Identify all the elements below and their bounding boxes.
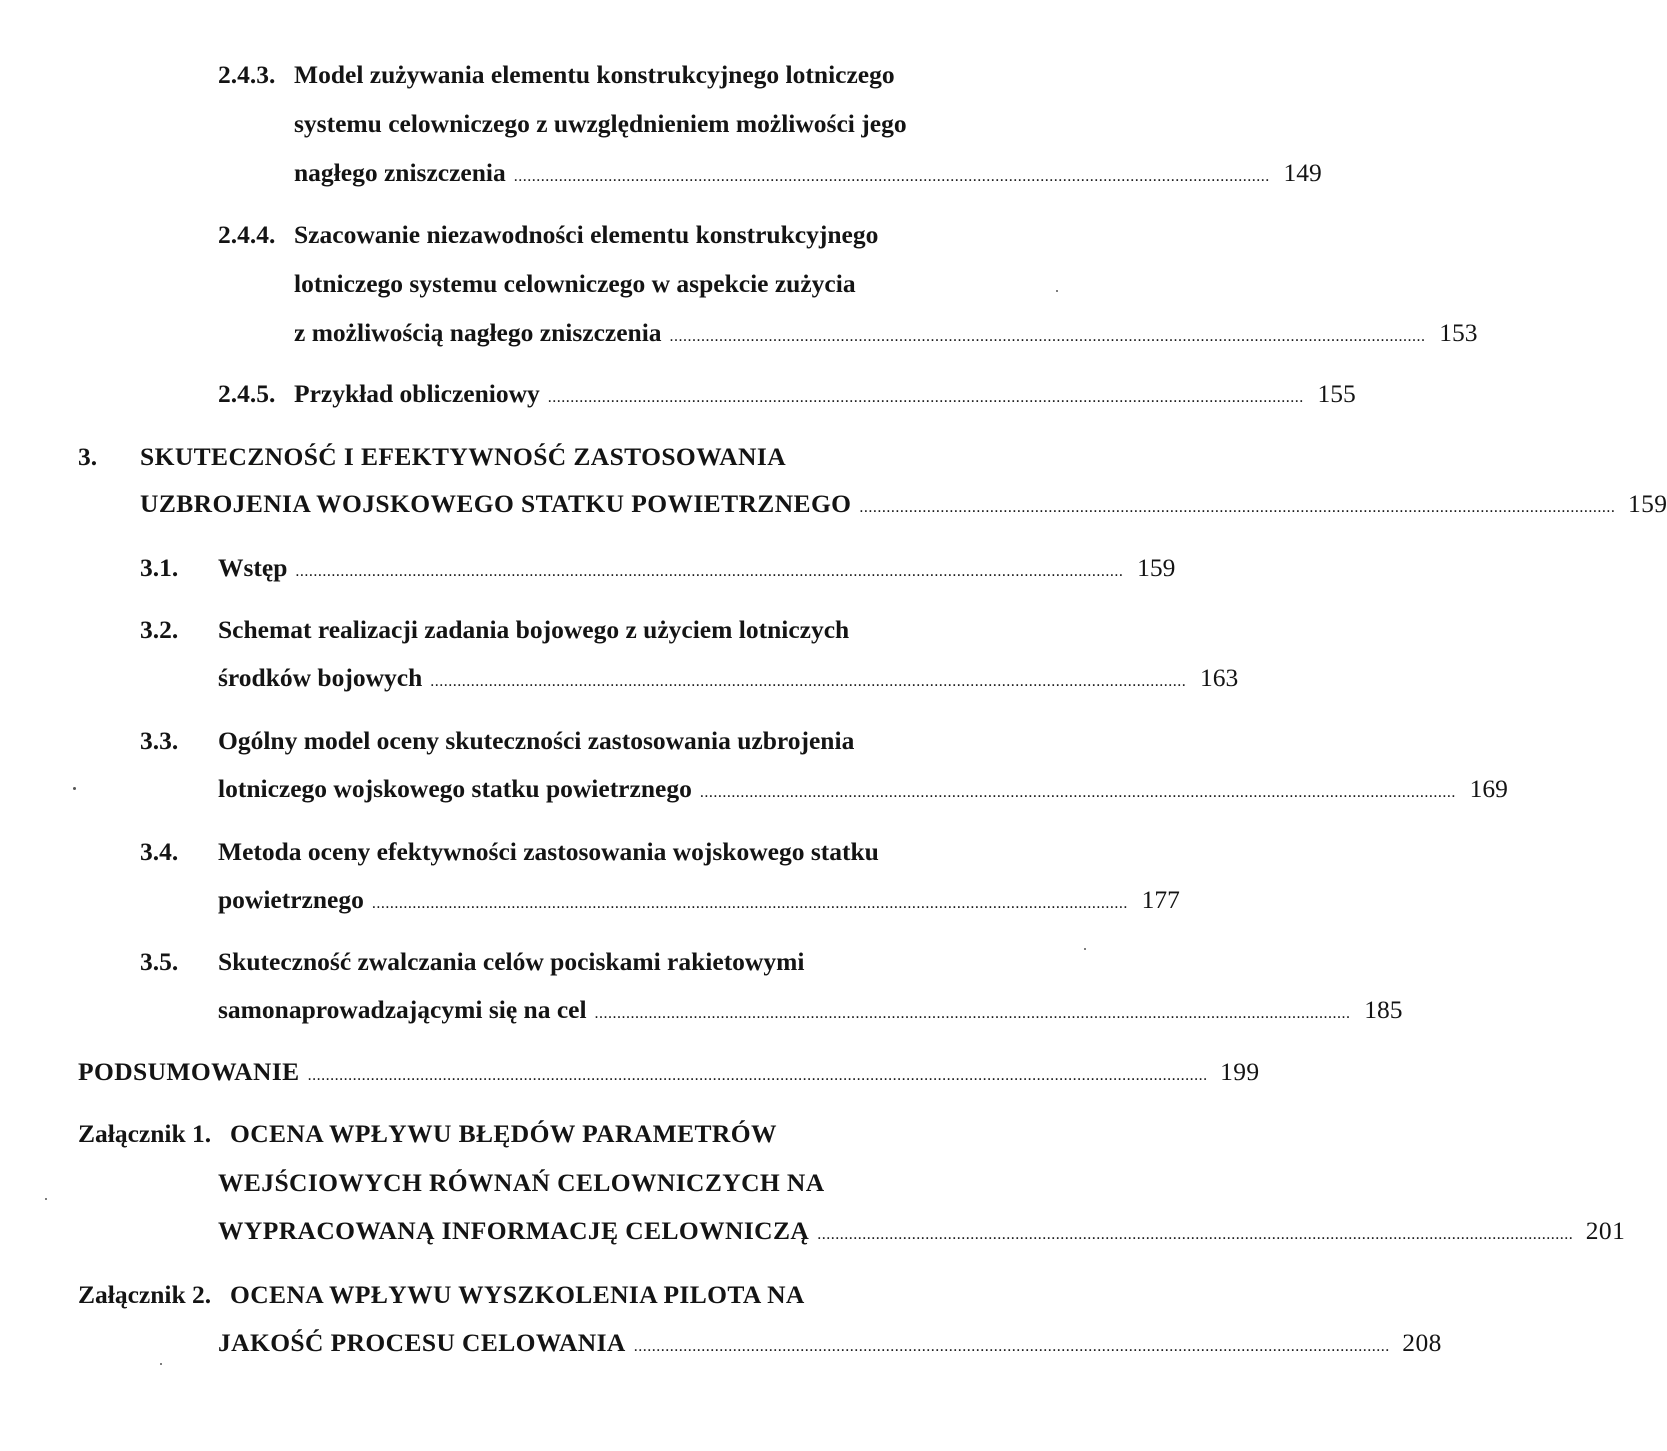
entry-title-line: Wstęp bbox=[218, 553, 288, 582]
dot-leader: ........................................................................................................................................................................ bbox=[547, 389, 1304, 406]
entry-title-line: Skuteczność zwalczania celów pociskami rakietowymi bbox=[218, 947, 805, 976]
dot-leader: ........................................................................................................................................................................ bbox=[669, 328, 1426, 345]
dot-leader: ........................................................................................................................................................................................................ bbox=[307, 1067, 1208, 1084]
entry-title-line: PODSUMOWANIE bbox=[78, 1057, 300, 1086]
dot-leader: ........................................................................................................................................................................ bbox=[633, 1338, 1390, 1355]
entry-title-line: WEJŚCIOWYCH RÓWNAŃ CELOWNICZYCH NA bbox=[218, 1168, 825, 1197]
scan-speck bbox=[73, 787, 76, 790]
entry-title-line: UZBROJENIA WOJSKOWEGO STATKU POWIETRZNEGO bbox=[140, 489, 852, 518]
entry-page-number: 163 bbox=[1200, 663, 1239, 692]
scan-speck bbox=[1084, 948, 1086, 950]
entry-page-number: 199 bbox=[1220, 1057, 1260, 1086]
entry-title-line: lotniczego wojskowego statku powietrznego bbox=[218, 774, 692, 803]
entry-title-line: Szacowanie niezawodności elementu konstrukcyjnego bbox=[294, 220, 879, 249]
entry-page-number: 153 bbox=[1439, 318, 1478, 347]
entry-leader-line bbox=[294, 316, 1478, 350]
entry-title-line: nagłego zniszczenia bbox=[294, 158, 506, 187]
entry-title-line: JAKOŚĆ PROCESU CELOWANIA bbox=[218, 1328, 626, 1357]
entry-title-line: systemu celowniczego z uwzględnieniem możliwości jego bbox=[294, 109, 907, 138]
entry-leader-line bbox=[294, 377, 1356, 411]
entry-page-number: 169 bbox=[1469, 774, 1508, 803]
entry-title-line: Metoda oceny efektywności zastosowania wojskowego statku bbox=[218, 837, 879, 866]
dot-leader: ........................................................................................................................................................................ bbox=[513, 168, 1270, 185]
entry-number: Załącznik 2. bbox=[78, 1280, 212, 1309]
entry-leader-line bbox=[218, 1214, 1626, 1248]
entry-number: 2.4.3. bbox=[218, 60, 276, 89]
scan-speck bbox=[45, 1198, 47, 1200]
entry-number: 3. bbox=[78, 442, 98, 471]
entry-title-line: Ogólny model oceny skuteczności zastosowania uzbrojenia bbox=[218, 726, 855, 755]
entry-title-line: powietrznego bbox=[218, 885, 364, 914]
dot-leader: ........................................................................................................................................................................ bbox=[817, 1226, 1574, 1243]
entry-number: 3.1. bbox=[140, 553, 179, 582]
entry-leader-line bbox=[218, 772, 1508, 806]
dot-leader: ........................................................................................................................................................................ bbox=[594, 1005, 1351, 1022]
entry-number: 2.4.4. bbox=[218, 220, 276, 249]
entry-title-line: środków bojowych bbox=[218, 663, 423, 692]
scan-speck bbox=[160, 1363, 162, 1365]
entry-leader-line bbox=[218, 883, 1180, 917]
entry-leader-line bbox=[140, 487, 1667, 521]
entry-leader-line bbox=[218, 661, 1239, 695]
entry-leader-line bbox=[218, 993, 1403, 1027]
dot-leader: ........................................................................................................................................................................ bbox=[430, 673, 1187, 690]
entry-page-number: 208 bbox=[1402, 1328, 1442, 1357]
entry-leader-line bbox=[294, 156, 1322, 190]
entry-title-line: lotniczego systemu celowniczego w aspekcie zużycia bbox=[294, 269, 856, 298]
dot-leader: ........................................................................................................................................................................ bbox=[699, 784, 1456, 801]
entry-title-line: Model zużywania elementu konstrukcyjnego lotniczego bbox=[294, 60, 895, 89]
entry-title-line: OCENA WPŁYWU BŁĘDÓW PARAMETRÓW bbox=[230, 1119, 777, 1148]
entry-title-line: samonaprowadzającymi się na cel bbox=[218, 995, 587, 1024]
dot-leader: ........................................................................................................................................................................ bbox=[859, 499, 1616, 516]
entry-leader-line bbox=[218, 551, 1176, 585]
entry-page-number: 159 bbox=[1627, 489, 1667, 518]
scan-speck bbox=[1056, 290, 1058, 292]
entry-page-number: 159 bbox=[1137, 553, 1176, 582]
entry-page-number: 149 bbox=[1283, 158, 1322, 187]
entry-title-line: SKUTECZNOŚĆ I EFEKTYWNOŚĆ ZASTOSOWANIA bbox=[140, 442, 787, 471]
dot-leader: ........................................................................................................................................................................ bbox=[371, 895, 1128, 912]
entry-leader-line bbox=[78, 1055, 1260, 1089]
entry-page-number: 177 bbox=[1141, 885, 1180, 914]
entry-number: Załącznik 1. bbox=[78, 1119, 212, 1148]
dot-leader: ........................................................................................................................................................................................ bbox=[295, 563, 1124, 580]
entry-leader-line bbox=[218, 1326, 1442, 1360]
entry-title-line: Schemat realizacji zadania bojowego z użyciem lotniczych bbox=[218, 615, 850, 644]
entry-page-number: 155 bbox=[1317, 379, 1356, 408]
entry-number: 3.3. bbox=[140, 726, 179, 755]
entry-title-line: Przykład obliczeniowy bbox=[294, 379, 540, 408]
entry-page-number: 185 bbox=[1364, 995, 1403, 1024]
entry-page-number: 201 bbox=[1585, 1216, 1626, 1245]
entry-title-line: WYPRACOWANĄ INFORMACJĘ CELOWNICZĄ bbox=[218, 1216, 810, 1245]
entry-number: 3.4. bbox=[140, 837, 179, 866]
entry-title-line: OCENA WPŁYWU WYSZKOLENIA PILOTA NA bbox=[230, 1280, 805, 1309]
entry-number: 3.2. bbox=[140, 615, 179, 644]
entry-title-line: z możliwością nagłego zniszczenia bbox=[294, 318, 662, 347]
entry-number: 3.5. bbox=[140, 947, 179, 976]
entry-number: 2.4.5. bbox=[218, 379, 276, 408]
